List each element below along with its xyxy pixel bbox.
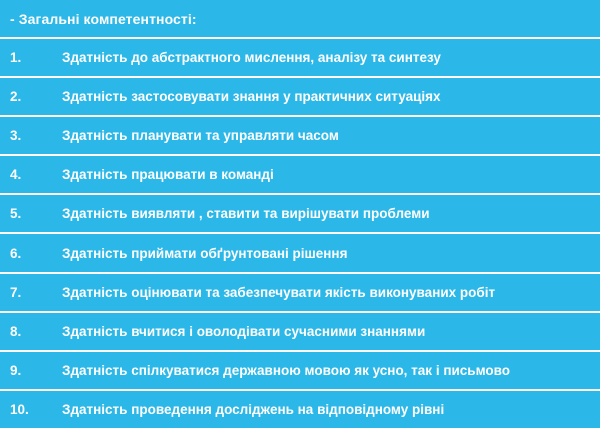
row-number: 7. [10,284,22,300]
row-text: Здатність вчитися і оволодівати сучасними знаннями [62,323,426,339]
table-row [0,232,600,271]
table-row [0,76,600,115]
row-number: 2. [10,89,22,105]
row-text: Здатність виявляти , ставити та вирішувати проблеми [62,206,430,222]
table-row [0,272,600,311]
row-text: Здатність оцінювати та забезпечувати якість виконуваних робіт [62,284,496,300]
slide-heading: - Загальні компетентності: [10,11,197,27]
table-row [0,350,600,389]
table-row [0,154,600,193]
row-number: 3. [10,128,22,144]
row-text: Здатність застосовувати знання у практичних ситуаціях [62,89,441,105]
row-number: 5. [10,206,22,222]
row-number: 9. [10,362,22,378]
row-number: 8. [10,323,22,339]
row-text: Здатність до абстрактного мислення, аналізу та синтезу [62,50,441,66]
table-row [0,37,600,76]
table-row [0,389,600,430]
competency-table [0,37,600,430]
row-text: Здатність спілкуватися державною мовою як усно, так і письмово [62,362,510,378]
table-row [0,311,600,350]
row-text: Здатність працювати в команді [62,167,274,183]
table-row [0,115,600,154]
row-number: 6. [10,245,22,261]
row-text: Здатність проведення досліджень на відповідному рівні [62,401,445,417]
row-number: 1. [10,50,22,66]
row-text: Здатність планувати та управляти часом [62,128,339,144]
row-number: 10. [10,401,29,417]
row-text: Здатність приймати обґрунтовані рішення [62,245,348,261]
table-row [0,193,600,232]
row-number: 4. [10,167,22,183]
